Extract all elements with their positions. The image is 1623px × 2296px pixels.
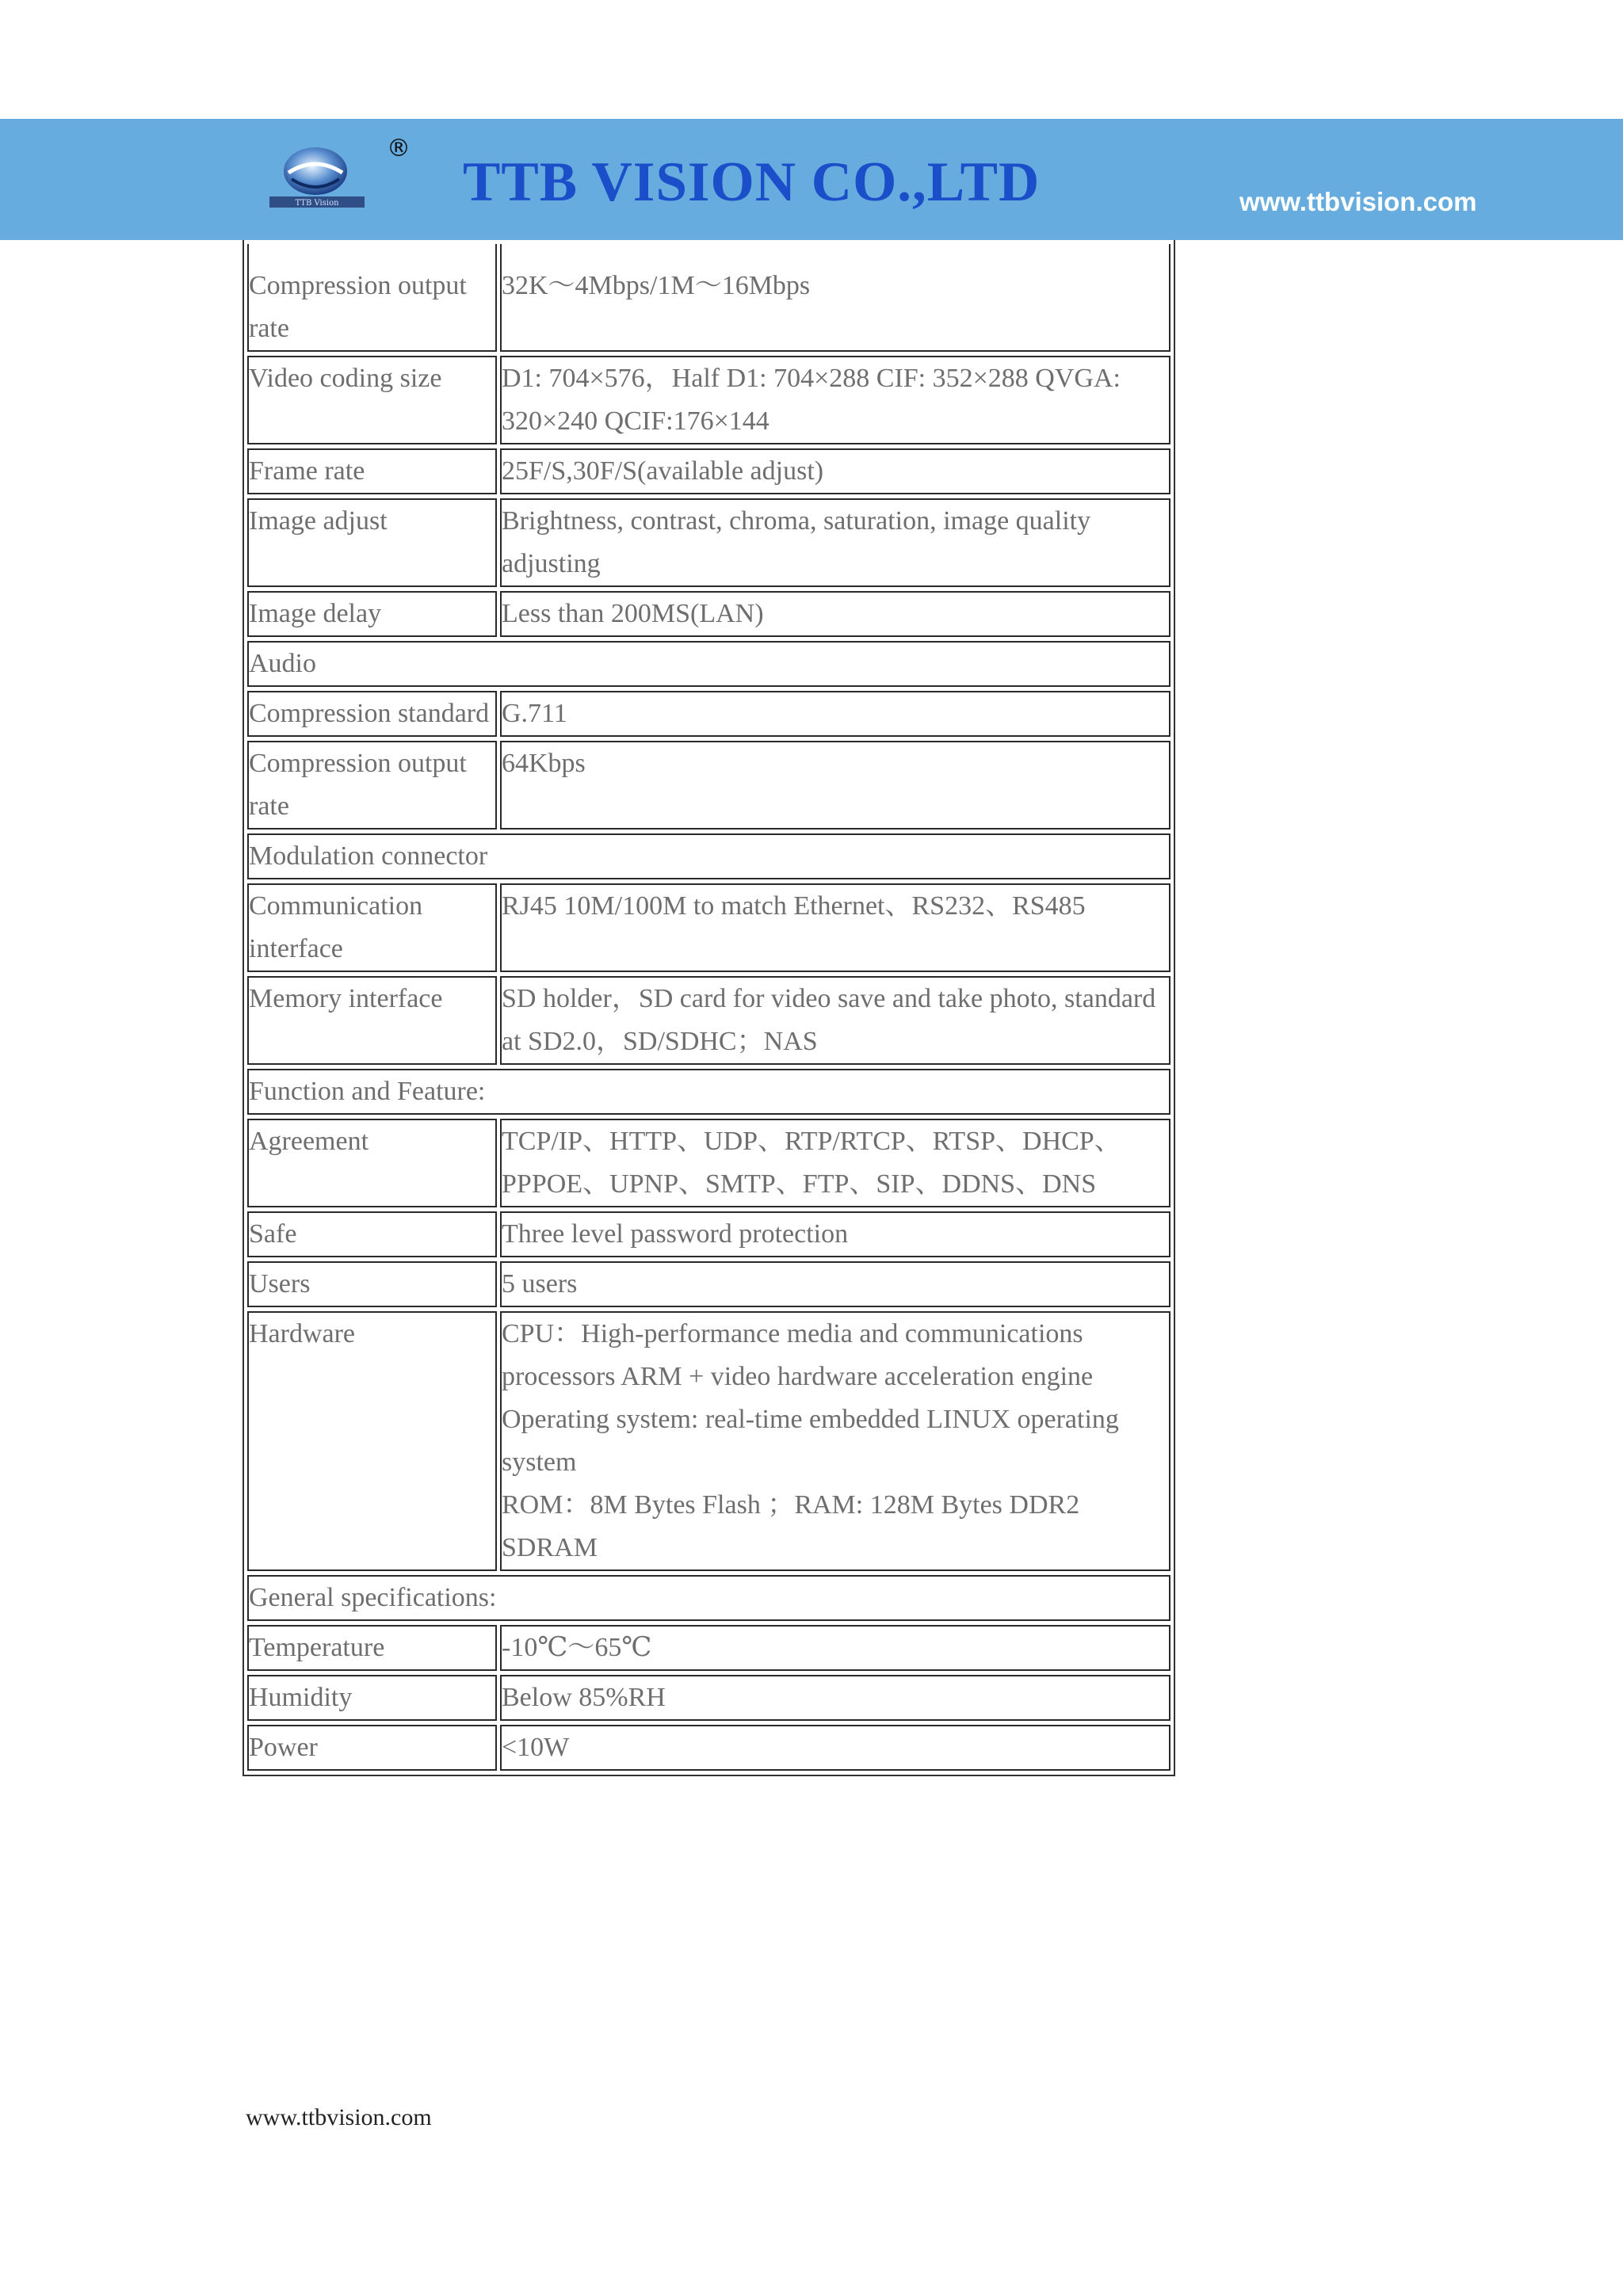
spec-value: Brightness, contrast, chroma, saturation, image quality adjusting <box>500 498 1170 587</box>
spec-table <box>242 240 1175 1776</box>
footer-website: www.ttbvision.com <box>246 2104 432 2130</box>
registered-mark: ® <box>387 135 411 162</box>
spec-label: Compression output rate <box>247 244 497 352</box>
table-row <box>247 244 1170 352</box>
spec-label: Communication interface <box>247 883 497 972</box>
section-heading: Function and Feature: <box>247 1069 1170 1115</box>
spec-label: Humidity <box>247 1675 497 1721</box>
table-row <box>247 976 1170 1065</box>
spec-value <box>500 1311 1170 1571</box>
header-website: www.ttbvision.com <box>1239 187 1477 216</box>
table-row <box>247 591 1170 637</box>
table-row <box>247 498 1170 587</box>
spec-label: Hardware <box>247 1311 497 1571</box>
table-row <box>247 1211 1170 1257</box>
spec-value-line: CPU：High-performance media and communications processors ARM + video hardware acceleration engine <box>502 1319 1094 1391</box>
spec-label: Temperature <box>247 1625 497 1671</box>
table-row <box>247 356 1170 444</box>
spec-value: SD holder，SD card for video save and take photo, standard at SD2.0，SD/SDHC；NAS <box>500 976 1170 1065</box>
spec-value: Less than 200MS(LAN) <box>500 591 1170 637</box>
table-row <box>247 883 1170 972</box>
section-heading: General specifications: <box>247 1575 1170 1621</box>
spec-value: D1: 704×576，Half D1: 704×288 CIF: 352×288 QVGA: 320×240 QCIF:176×144 <box>500 356 1170 444</box>
logo-text: TTB Vision <box>295 199 339 208</box>
spec-value: 25F/S,30F/S(available adjust) <box>500 448 1170 494</box>
spec-label: Users <box>247 1261 497 1307</box>
spec-value-line: ROM：8M Bytes Flash ；RAM: 128M Bytes DDR2 SDRAM <box>502 1490 1080 1562</box>
table-row <box>247 1725 1170 1771</box>
spec-value: 5 users <box>500 1261 1170 1307</box>
table-row <box>247 741 1170 830</box>
section-heading: Modulation connector <box>247 833 1170 879</box>
section-row <box>247 833 1170 879</box>
spec-label: Safe <box>247 1211 497 1257</box>
spec-label: Agreement <box>247 1119 497 1207</box>
table-row <box>247 691 1170 737</box>
table-row <box>247 1261 1170 1307</box>
company-name: TTB VISION CO.,LTD <box>463 151 1041 213</box>
spec-value: TCP/IP、HTTP、UDP、RTP/RTCP、RTSP、DHCP、PPPOE、UPNP、SMTP、FTP、SIP、DDNS、DNS <box>500 1119 1170 1207</box>
spec-label: Image delay <box>247 591 497 637</box>
table-row <box>247 1675 1170 1721</box>
section-row <box>247 641 1170 687</box>
spec-value: 32K～4Mbps/1M～16Mbps <box>500 244 1170 352</box>
spec-value: 64Kbps <box>500 741 1170 830</box>
table-row <box>247 448 1170 494</box>
spec-label: Video coding size <box>247 356 497 444</box>
spec-label: Image adjust <box>247 498 497 587</box>
table-row <box>247 1119 1170 1207</box>
spec-value: <10W <box>500 1725 1170 1771</box>
table-row <box>247 1625 1170 1671</box>
section-heading: Audio <box>247 641 1170 687</box>
spec-value: G.711 <box>500 691 1170 737</box>
table-row <box>247 1311 1170 1571</box>
section-row <box>247 1575 1170 1621</box>
spec-value: -10℃～65℃ <box>500 1625 1170 1671</box>
spec-value-line: Operating system: real-time embedded LINUX operating system <box>502 1405 1119 1477</box>
company-logo <box>265 139 372 211</box>
spec-label: Compression standard <box>247 691 497 737</box>
spec-value: Below 85%RH <box>500 1675 1170 1721</box>
section-row <box>247 1069 1170 1115</box>
spec-value: RJ45 10M/100M to match Ethernet、RS232、RS485 <box>500 883 1170 972</box>
spec-label: Power <box>247 1725 497 1771</box>
spec-label: Memory interface <box>247 976 497 1065</box>
spec-label: Compression output rate <box>247 741 497 830</box>
spec-value: Three level password protection <box>500 1211 1170 1257</box>
spec-label: Frame rate <box>247 448 497 494</box>
